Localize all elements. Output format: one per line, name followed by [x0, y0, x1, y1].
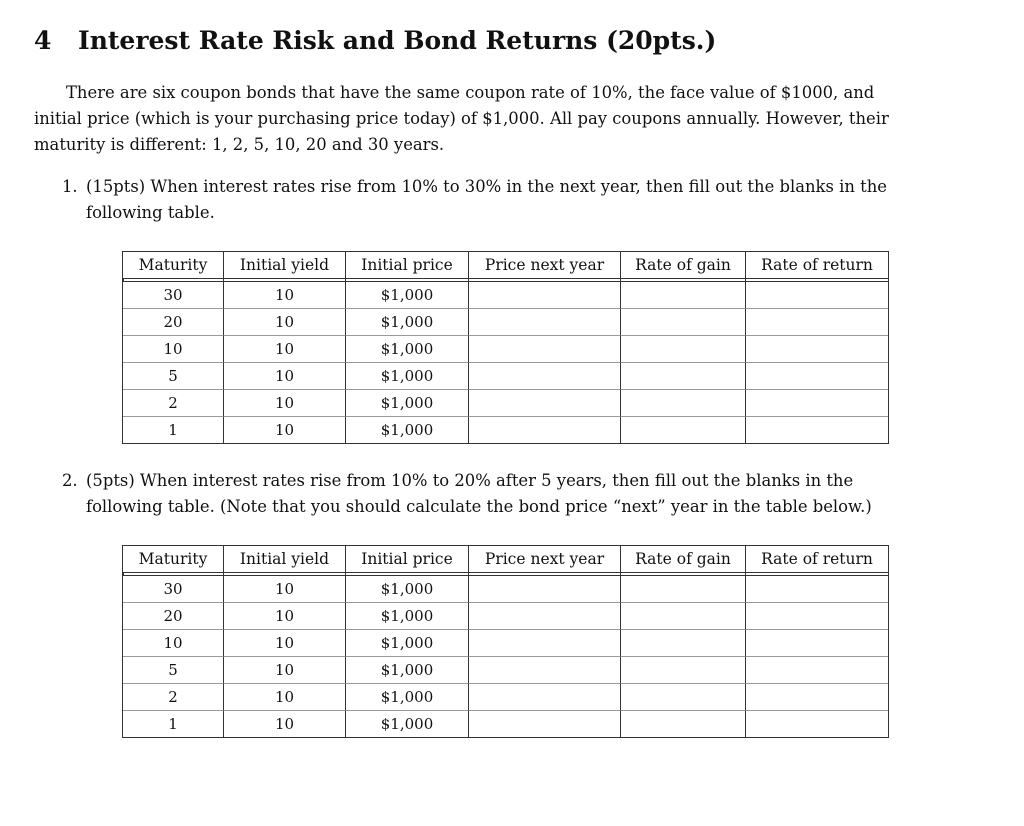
- question-2: [62, 468, 926, 520]
- table-row: [123, 336, 888, 363]
- rate-of-gain-cell[interactable]: [620, 417, 745, 443]
- rate-of-return-cell[interactable]: [745, 390, 888, 417]
- header-initial-yield: Initial yield: [223, 546, 345, 573]
- maturity-cell: 30: [123, 576, 223, 603]
- rate-of-return-cell[interactable]: [745, 684, 888, 711]
- maturity-cell: 5: [123, 363, 223, 390]
- rate-of-gain-cell[interactable]: [620, 630, 745, 657]
- question-2-text: (5pts) When interest rates rise from 10% to 20% after 5 years, then fill out the blanks in the following table. (Note that you should calculate the bond price “next” year in the table below.): [86, 471, 872, 516]
- initial-price-cell: $1,000: [345, 282, 468, 309]
- maturity-cell: 10: [123, 336, 223, 363]
- section-title: Interest Rate Risk and Bond Returns (20pts.): [78, 26, 717, 55]
- question-2-number: 2.: [62, 471, 78, 490]
- initial-price-cell: $1,000: [345, 603, 468, 630]
- table-row: [123, 282, 888, 309]
- initial-price-cell: $1,000: [345, 684, 468, 711]
- rate-of-gain-cell[interactable]: [620, 603, 745, 630]
- header-rate-of-gain: Rate of gain: [620, 546, 745, 573]
- rate-of-return-cell[interactable]: [745, 336, 888, 363]
- table-row: [123, 576, 888, 603]
- price-next-year-cell[interactable]: [468, 363, 620, 390]
- initial-yield-cell: 10: [223, 417, 345, 443]
- rate-of-return-cell[interactable]: [745, 363, 888, 390]
- initial-price-cell: $1,000: [345, 336, 468, 363]
- rate-of-return-cell[interactable]: [745, 711, 888, 737]
- rate-of-return-cell[interactable]: [745, 657, 888, 684]
- initial-yield-cell: 10: [223, 336, 345, 363]
- table-row: [123, 630, 888, 657]
- price-next-year-cell[interactable]: [468, 390, 620, 417]
- price-next-year-cell[interactable]: [468, 711, 620, 737]
- price-next-year-cell[interactable]: [468, 657, 620, 684]
- initial-yield-cell: 10: [223, 711, 345, 737]
- price-next-year-cell[interactable]: [468, 576, 620, 603]
- bond-table-1: [122, 251, 889, 444]
- table-header-row: [123, 252, 888, 279]
- maturity-cell: 10: [123, 630, 223, 657]
- table-row: [123, 711, 888, 737]
- price-next-year-cell[interactable]: [468, 603, 620, 630]
- price-next-year-cell[interactable]: [468, 417, 620, 443]
- table-row: [123, 684, 888, 711]
- maturity-cell: 2: [123, 390, 223, 417]
- question-1: [62, 174, 926, 226]
- price-next-year-cell[interactable]: [468, 309, 620, 336]
- header-initial-price: Initial price: [345, 546, 468, 573]
- intro-paragraph: There are six coupon bonds that have the same coupon rate of 10%, the face value of $1000, and initial price (which is your purchasing price today) of $1,000. All pay coupons annually. However, their maturity is different: 1, 2, 5, 10, 20 and 30 years.: [34, 83, 889, 154]
- table-row: [123, 390, 888, 417]
- initial-price-cell: $1,000: [345, 576, 468, 603]
- maturity-cell: 1: [168, 715, 178, 733]
- header-price-next-year: Price next year: [468, 546, 620, 573]
- initial-yield-cell: 10: [223, 684, 345, 711]
- initial-yield-cell: 10: [223, 657, 345, 684]
- section-number: 4: [34, 26, 52, 55]
- rate-of-return-cell[interactable]: [745, 630, 888, 657]
- rate-of-gain-cell[interactable]: [620, 336, 745, 363]
- maturity-cell: 30: [123, 282, 223, 309]
- rate-of-return-cell[interactable]: [745, 282, 888, 309]
- header-initial-price: Initial price: [345, 252, 468, 279]
- rate-of-gain-cell[interactable]: [620, 711, 745, 737]
- maturity-cell: 20: [123, 309, 223, 336]
- rate-of-gain-cell[interactable]: [620, 576, 745, 603]
- rate-of-gain-cell[interactable]: [620, 309, 745, 336]
- price-next-year-cell[interactable]: [468, 684, 620, 711]
- question-1-number: 1.: [62, 177, 78, 196]
- table-body: [123, 279, 888, 443]
- header-rate-of-return: Rate of return: [745, 546, 888, 573]
- table-header-row: [123, 546, 888, 573]
- table-row: [123, 603, 888, 630]
- initial-yield-cell: 10: [223, 282, 345, 309]
- rate-of-gain-cell[interactable]: [620, 363, 745, 390]
- initial-price-cell: $1,000: [345, 711, 468, 737]
- section-heading: [34, 24, 716, 58]
- table-row: [123, 657, 888, 684]
- initial-price-cell: $1,000: [345, 657, 468, 684]
- initial-yield-cell: 10: [223, 603, 345, 630]
- header-rate-of-return: Rate of return: [745, 252, 888, 279]
- header-initial-yield: Initial yield: [223, 252, 345, 279]
- question-1-text: (15pts) When interest rates rise from 10% to 30% in the next year, then fill out the blanks in the following table.: [86, 177, 887, 222]
- price-next-year-cell[interactable]: [468, 336, 620, 363]
- initial-yield-cell: 10: [223, 630, 345, 657]
- table-row: [123, 309, 888, 336]
- header-maturity: Maturity: [123, 546, 223, 573]
- initial-price-cell: $1,000: [345, 309, 468, 336]
- rate-of-gain-cell[interactable]: [620, 282, 745, 309]
- price-next-year-cell[interactable]: [468, 282, 620, 309]
- header-price-next-year: Price next year: [468, 252, 620, 279]
- initial-yield-cell: 10: [223, 309, 345, 336]
- maturity-cell: 5: [123, 657, 223, 684]
- rate-of-gain-cell[interactable]: [620, 390, 745, 417]
- initial-price-cell: $1,000: [345, 417, 468, 443]
- rate-of-return-cell[interactable]: [745, 576, 888, 603]
- initial-price-cell: $1,000: [345, 630, 468, 657]
- rate-of-return-cell[interactable]: [745, 309, 888, 336]
- initial-yield-cell: 10: [223, 390, 345, 417]
- rate-of-gain-cell[interactable]: [620, 684, 745, 711]
- maturity-cell: 20: [123, 603, 223, 630]
- header-rate-of-gain: Rate of gain: [620, 252, 745, 279]
- maturity-cell: 2: [123, 684, 223, 711]
- table-body: [123, 573, 888, 737]
- rate-of-return-cell[interactable]: [745, 603, 888, 630]
- initial-price-cell: $1,000: [345, 363, 468, 390]
- initial-price-cell: $1,000: [345, 390, 468, 417]
- initial-yield-cell: 10: [223, 576, 345, 603]
- price-next-year-cell[interactable]: [468, 630, 620, 657]
- initial-yield-cell: 10: [223, 363, 345, 390]
- header-maturity: Maturity: [123, 252, 223, 279]
- bond-table-2: [122, 545, 889, 738]
- table-row: [123, 417, 888, 443]
- maturity-cell: 1: [168, 421, 178, 439]
- rate-of-gain-cell[interactable]: [620, 657, 745, 684]
- rate-of-return-cell[interactable]: [745, 417, 888, 443]
- table-row: [123, 363, 888, 390]
